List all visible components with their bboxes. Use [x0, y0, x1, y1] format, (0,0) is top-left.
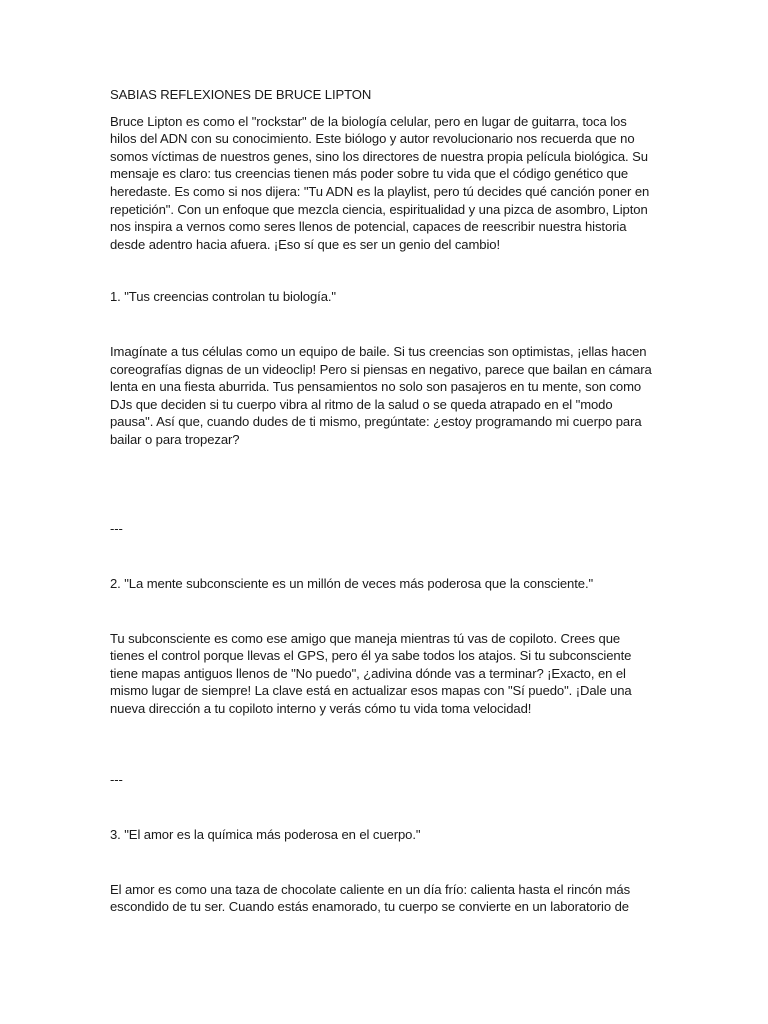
spacer	[110, 253, 655, 288]
section-3-heading: 3. "El amor es la química más poderosa en el cuerpo."	[110, 827, 421, 843]
document-body	[110, 86, 655, 916]
separator-1: ---	[110, 520, 123, 536]
spacer	[110, 718, 655, 771]
intro-paragraph: Bruce Lipton es como el "rockstar" de la biología celular, pero en lugar de guitarra, toca los hilos del ADN con su conocimiento. Este biólogo y autor revolucionario nos recuerda que no somos víctimas de nuestros genes, sino los directores de nuestra propia película biológica. Su mensaje es claro: tus creencias tienen más poder sobre tu vida que el código genético que heredaste. Es como si nos dijera: "Tu ADN es la playlist, pero tú decides qué canción poner en repetición". Con un enfoque que mezcla ciencia, espiritualidad y una pizca de asombro, Lipton nos inspira a vernos como seres llenos de potencial, capaces de reescribir nuestra historia desde adentro hacia afuera. ¡Eso sí que es ser un genio del cambio!	[110, 113, 650, 252]
section-3-body: El amor es como una taza de chocolate caliente en un día frío: calienta hasta el rincón más escondido de tu ser. Cuando estás enamorado, tu cuerpo se convierte en un laboratorio de	[110, 881, 631, 915]
section-1-body: Imagínate a tus células como un equipo de baile. Si tus creencias son optimistas, ¡ellas hacen coreografías dignas de un videoclip! Pero si piensas en negativo, parece que bailan en cámara lenta en una fiesta aburrida. Tus pensamientos no solo son pasajeros en tu mente, son como DJs que deciden si tu cuerpo vibra al ritmo de la salud o se queda atrapado en el "modo pausa". Así que, cuando dudes de ti mismo, pregúntate: ¿estoy programando mi cuerpo para bailar o para tropezar?	[110, 343, 652, 447]
section-2-body: Tu subconsciente es como ese amigo que maneja mientras tú vas de copiloto. Crees que tienes el control porque llevas el GPS, pero él ya sabe todos los atajos. Si tu subconsciente tiene mapas antiguos llenos de "No puedo", ¿adivina dónde vas a terminar? ¡Exacto, en el mismo lugar de siempre! La clave está en actualizar esos mapas con "Sí puedo". ¡Dale una nueva dirección a tu copiloto interno y verás cómo tu vida toma velocidad!	[110, 630, 632, 717]
section-1-heading: 1. "Tus creencias controlan tu biología."	[110, 289, 336, 305]
spacer	[110, 306, 655, 343]
section-2-heading: 2. "La mente subconsciente es un millón de veces más poderosa que la consciente."	[110, 576, 594, 592]
spacer	[110, 788, 655, 826]
document-title: SABIAS REFLEXIONES DE BRUCE LIPTON	[110, 87, 372, 102]
spacer	[110, 537, 655, 575]
spacer	[110, 844, 655, 881]
spacer	[110, 449, 655, 520]
spacer	[110, 593, 655, 630]
separator-2: ---	[110, 771, 123, 787]
